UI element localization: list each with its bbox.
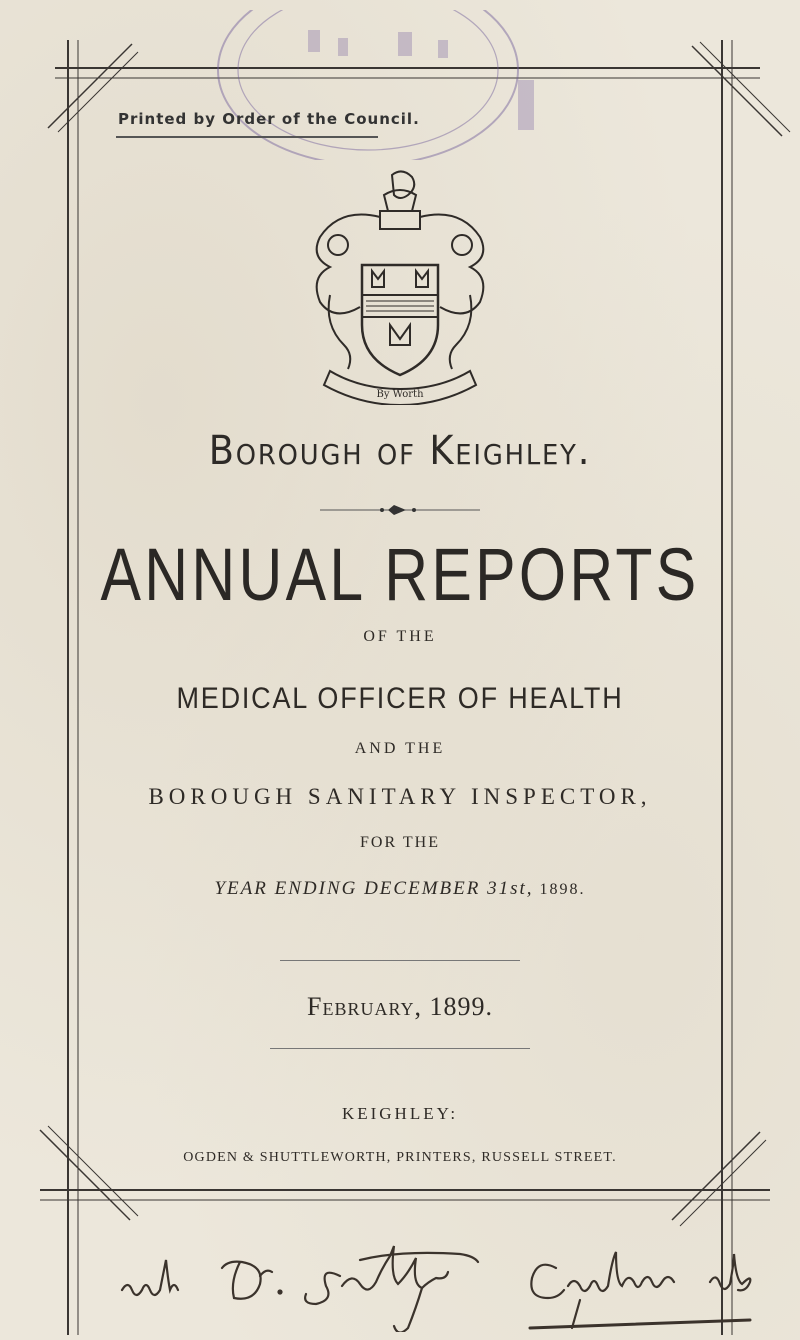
- imprint-place: KEIGHLEY:: [341, 1104, 459, 1123]
- imprint-printers: OGDEN & SHUTTLEWORTH, PRINTERS, RUSSELL STREET.: [183, 1150, 617, 1165]
- borough-crest-icon: [300, 165, 500, 405]
- ornament-divider-icon: [310, 502, 490, 518]
- printed-by-underline: [116, 136, 378, 138]
- divider-rule-lower: [270, 1048, 530, 1049]
- sanitary-inspector-line: BOROUGH SANITARY INSPECTOR,: [148, 784, 652, 809]
- for-the-line: FOR THE: [360, 834, 440, 851]
- crest-motto: By Worth: [376, 389, 424, 400]
- divider-rule-upper: [280, 960, 520, 961]
- year-ending-line: [0, 878, 800, 900]
- borough-title: Borough of Keighley.: [208, 428, 592, 474]
- year-ending-text: YEAR ENDING DECEMBER 31st,: [214, 878, 534, 899]
- printed-by-line: Printed by Order of the Council.: [118, 110, 420, 128]
- publication-date: February, 1899.: [307, 992, 493, 1021]
- medical-officer-line: MEDICAL OFFICER OF HEALTH: [176, 682, 624, 715]
- handwritten-inscription: [110, 1242, 790, 1332]
- of-the-line: OF THE: [363, 628, 437, 645]
- and-the-line: AND THE: [354, 740, 446, 757]
- annual-reports-heading: ANNUAL REPORTS: [100, 533, 700, 616]
- year-value: 1898.: [539, 881, 586, 898]
